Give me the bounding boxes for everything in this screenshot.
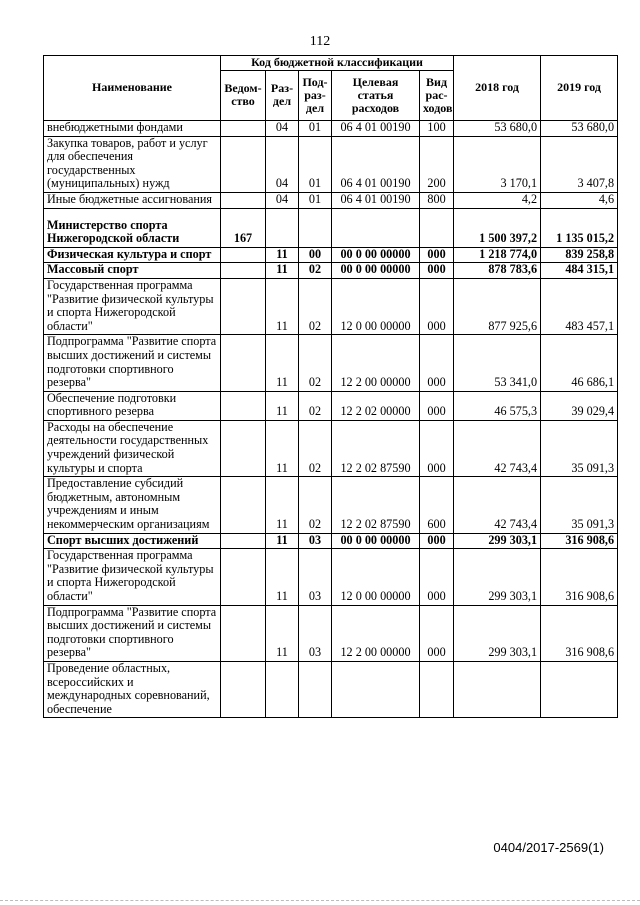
row-podrazdel bbox=[299, 661, 332, 717]
page-number: 112 bbox=[309, 34, 331, 49]
row-value-2019: 35 091,3 bbox=[541, 420, 618, 476]
row-name: Закупка товаров, работ и услуг для обеспечения государственных (муниципальных) нужд bbox=[44, 136, 221, 192]
row-name: Предоставление субсидий бюджетным, автономным учреждениям и иным некоммерческим организациям bbox=[44, 477, 221, 533]
row-podrazdel: 02 bbox=[299, 263, 332, 279]
table-row bbox=[44, 247, 618, 263]
row-value-2018: 53 680,0 bbox=[454, 121, 541, 137]
row-expense-type: 000 bbox=[420, 263, 454, 279]
header-name: Наименование bbox=[44, 56, 221, 121]
row-value-2019: 316 908,6 bbox=[541, 533, 618, 549]
row-razdel: 04 bbox=[266, 121, 299, 137]
row-name: Подпрограмма "Развитие спорта высших достижений и системы подготовки спортивного резерва" bbox=[44, 335, 221, 391]
row-vedomstvo bbox=[221, 136, 266, 192]
table-body bbox=[44, 121, 618, 718]
row-podrazdel: 02 bbox=[299, 278, 332, 334]
row-value-2018: 4,2 bbox=[454, 192, 541, 208]
row-name: Спорт высших достижений bbox=[44, 533, 221, 549]
table-row bbox=[44, 278, 618, 334]
row-razdel: 11 bbox=[266, 533, 299, 549]
row-target-article: 06 4 01 00190 bbox=[332, 121, 420, 137]
row-value-2018: 299 303,1 bbox=[454, 549, 541, 605]
row-value-2019 bbox=[541, 661, 618, 717]
document-code: 0404/2017-2569(1) bbox=[493, 840, 604, 855]
row-value-2018: 1 218 774,0 bbox=[454, 247, 541, 263]
row-vedomstvo bbox=[221, 605, 266, 661]
row-podrazdel: 02 bbox=[299, 477, 332, 533]
row-vedomstvo bbox=[221, 278, 266, 334]
header-target-article: Целевая статья расходов bbox=[332, 71, 420, 121]
scan-edge bbox=[0, 900, 640, 905]
row-value-2019: 39 029,4 bbox=[541, 391, 618, 420]
row-razdel: 11 bbox=[266, 549, 299, 605]
row-podrazdel: 00 bbox=[299, 247, 332, 263]
row-value-2018: 53 341,0 bbox=[454, 335, 541, 391]
row-expense-type: 000 bbox=[420, 605, 454, 661]
row-podrazdel: 02 bbox=[299, 335, 332, 391]
row-value-2019: 484 315,1 bbox=[541, 263, 618, 279]
row-value-2019: 46 686,1 bbox=[541, 335, 618, 391]
row-value-2019: 316 908,6 bbox=[541, 605, 618, 661]
row-value-2018: 46 575,3 bbox=[454, 391, 541, 420]
table-row bbox=[44, 121, 618, 137]
row-vedomstvo bbox=[221, 549, 266, 605]
row-vedomstvo bbox=[221, 477, 266, 533]
row-vedomstvo bbox=[221, 192, 266, 208]
row-razdel: 11 bbox=[266, 247, 299, 263]
row-vedomstvo bbox=[221, 247, 266, 263]
row-vedomstvo bbox=[221, 121, 266, 137]
row-vedomstvo bbox=[221, 263, 266, 279]
row-name: Физическая культура и спорт bbox=[44, 247, 221, 263]
row-razdel: 11 bbox=[266, 263, 299, 279]
table-row bbox=[44, 533, 618, 549]
row-vedomstvo: 167 bbox=[221, 208, 266, 247]
row-razdel: 11 bbox=[266, 477, 299, 533]
row-value-2018: 42 743,4 bbox=[454, 420, 541, 476]
row-expense-type: 000 bbox=[420, 549, 454, 605]
row-value-2018: 878 783,6 bbox=[454, 263, 541, 279]
row-target-article: 12 0 00 00000 bbox=[332, 549, 420, 605]
row-expense-type: 800 bbox=[420, 192, 454, 208]
row-name: Государственная программа "Развитие физической культуры и спорта Нижегородской области" bbox=[44, 278, 221, 334]
row-value-2018 bbox=[454, 661, 541, 717]
row-value-2019: 839 258,8 bbox=[541, 247, 618, 263]
row-value-2019: 483 457,1 bbox=[541, 278, 618, 334]
row-target-article bbox=[332, 208, 420, 247]
row-vedomstvo bbox=[221, 335, 266, 391]
row-podrazdel: 01 bbox=[299, 192, 332, 208]
row-value-2019: 53 680,0 bbox=[541, 121, 618, 137]
row-value-2018: 299 303,1 bbox=[454, 605, 541, 661]
table-row bbox=[44, 208, 618, 247]
row-razdel: 11 bbox=[266, 605, 299, 661]
row-expense-type: 000 bbox=[420, 533, 454, 549]
row-podrazdel: 02 bbox=[299, 420, 332, 476]
row-name: Министерство спорта Нижегородской области bbox=[44, 208, 221, 247]
row-target-article bbox=[332, 661, 420, 717]
row-value-2019: 35 091,3 bbox=[541, 477, 618, 533]
row-expense-type: 000 bbox=[420, 420, 454, 476]
row-target-article: 12 2 02 87590 bbox=[332, 477, 420, 533]
row-expense-type bbox=[420, 208, 454, 247]
row-razdel: 11 bbox=[266, 391, 299, 420]
row-podrazdel: 03 bbox=[299, 549, 332, 605]
table-row bbox=[44, 549, 618, 605]
row-vedomstvo bbox=[221, 420, 266, 476]
row-target-article: 12 2 00 00000 bbox=[332, 605, 420, 661]
row-value-2018: 1 500 397,2 bbox=[454, 208, 541, 247]
row-name: Обеспечение подготовки спортивного резерва bbox=[44, 391, 221, 420]
row-target-article: 00 0 00 00000 bbox=[332, 247, 420, 263]
row-value-2019: 316 908,6 bbox=[541, 549, 618, 605]
row-value-2018: 299 303,1 bbox=[454, 533, 541, 549]
row-value-2019: 3 407,8 bbox=[541, 136, 618, 192]
row-vedomstvo bbox=[221, 661, 266, 717]
row-target-article: 12 2 02 00000 bbox=[332, 391, 420, 420]
row-expense-type bbox=[420, 661, 454, 717]
row-podrazdel: 01 bbox=[299, 121, 332, 137]
row-razdel: 04 bbox=[266, 136, 299, 192]
row-podrazdel bbox=[299, 208, 332, 247]
table-row bbox=[44, 420, 618, 476]
row-vedomstvo bbox=[221, 533, 266, 549]
table-row bbox=[44, 391, 618, 420]
row-target-article: 12 2 02 87590 bbox=[332, 420, 420, 476]
header-razdel: Раз-дел bbox=[266, 71, 299, 121]
row-expense-type: 000 bbox=[420, 391, 454, 420]
header-vedomstvo: Ведом-ство bbox=[221, 71, 266, 121]
row-podrazdel: 03 bbox=[299, 533, 332, 549]
table-header bbox=[44, 56, 618, 121]
row-podrazdel: 03 bbox=[299, 605, 332, 661]
row-razdel: 11 bbox=[266, 420, 299, 476]
row-value-2019: 1 135 015,2 bbox=[541, 208, 618, 247]
row-expense-type: 100 bbox=[420, 121, 454, 137]
row-razdel: 11 bbox=[266, 278, 299, 334]
table-row bbox=[44, 263, 618, 279]
row-name: Расходы на обеспечение деятельности государственных учреждений физической культуры и спорта bbox=[44, 420, 221, 476]
table-row bbox=[44, 605, 618, 661]
row-name: Проведение областных, всероссийских и международных соревнований, обеспечение bbox=[44, 661, 221, 717]
row-name: Государственная программа "Развитие физической культуры и спорта Нижегородской области" bbox=[44, 549, 221, 605]
row-name: Подпрограмма "Развитие спорта высших достижений и системы подготовки спортивного резерва" bbox=[44, 605, 221, 661]
row-value-2019: 4,6 bbox=[541, 192, 618, 208]
row-expense-type: 000 bbox=[420, 278, 454, 334]
row-name: внебюджетными фондами bbox=[44, 121, 221, 137]
row-podrazdel: 02 bbox=[299, 391, 332, 420]
row-value-2018: 3 170,1 bbox=[454, 136, 541, 192]
row-value-2018: 42 743,4 bbox=[454, 477, 541, 533]
header-classification-group: Код бюджетной классификации bbox=[221, 56, 454, 71]
row-target-article: 12 0 00 00000 bbox=[332, 278, 420, 334]
row-name: Иные бюджетные ассигнования bbox=[44, 192, 221, 208]
row-razdel bbox=[266, 661, 299, 717]
row-razdel bbox=[266, 208, 299, 247]
table-row bbox=[44, 136, 618, 192]
row-razdel: 11 bbox=[266, 335, 299, 391]
row-expense-type: 200 bbox=[420, 136, 454, 192]
row-podrazdel: 01 bbox=[299, 136, 332, 192]
row-expense-type: 600 bbox=[420, 477, 454, 533]
row-target-article: 00 0 00 00000 bbox=[332, 533, 420, 549]
row-expense-type: 000 bbox=[420, 247, 454, 263]
budget-table bbox=[43, 55, 618, 718]
row-value-2018: 877 925,6 bbox=[454, 278, 541, 334]
row-vedomstvo bbox=[221, 391, 266, 420]
table-row bbox=[44, 477, 618, 533]
row-razdel: 04 bbox=[266, 192, 299, 208]
table-row bbox=[44, 335, 618, 391]
header-podrazdel: Под-раз-дел bbox=[299, 71, 332, 121]
table-row bbox=[44, 192, 618, 208]
header-year-2018: 2018 год bbox=[454, 56, 541, 121]
row-expense-type: 000 bbox=[420, 335, 454, 391]
header-expense-type: Вид рас-ходов bbox=[420, 71, 454, 121]
row-name: Массовый спорт bbox=[44, 263, 221, 279]
row-target-article: 06 4 01 00190 bbox=[332, 136, 420, 192]
row-target-article: 12 2 00 00000 bbox=[332, 335, 420, 391]
row-target-article: 06 4 01 00190 bbox=[332, 192, 420, 208]
header-year-2019: 2019 год bbox=[541, 56, 618, 121]
table-row bbox=[44, 661, 618, 717]
row-target-article: 00 0 00 00000 bbox=[332, 263, 420, 279]
